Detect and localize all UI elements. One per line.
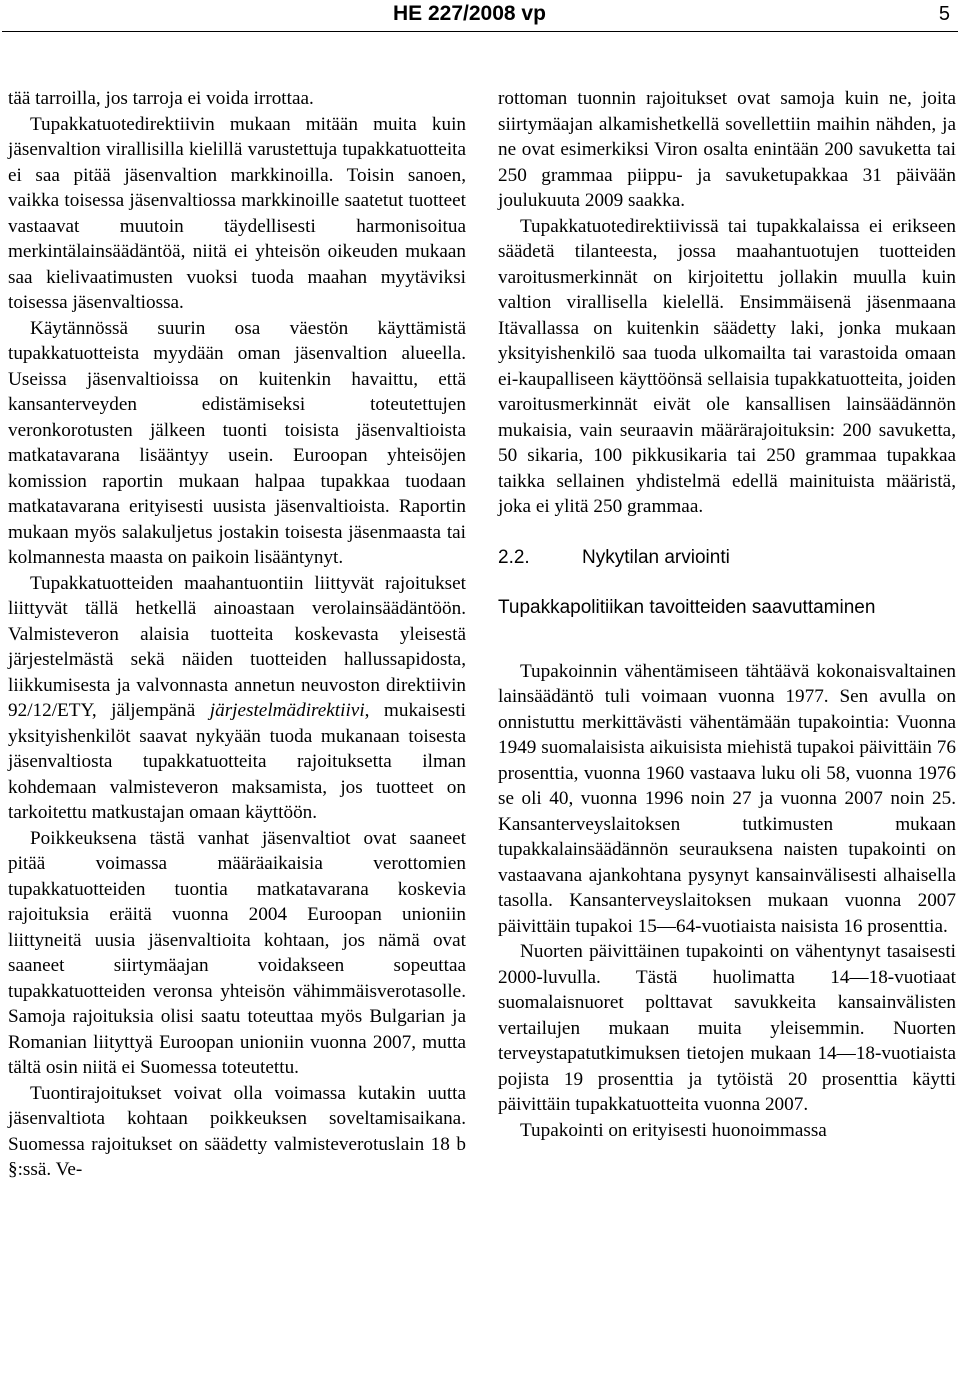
paragraph: Nuorten päivittäinen tupakointi on vähentynyt tasaisesti 2000-luvulla. Tästä huolimatta 14—18-vuotiaat suomalaisnuoret polttavat savukkeita kansainvälisten vertailujen mukaan muita yleisemmin. Nuorten terveystapatutkimuksen tietojen mukaan 14—18-vuotiaista pojista 19 prosenttia ja tytöistä 20 prosenttia käytti päivittäin tupakkatuotteita vuonna 2007. bbox=[498, 941, 956, 1115]
document-identifier: HE 227/2008 vp bbox=[393, 2, 546, 25]
paragraph: Tupakkatuotedirektiivissä tai tupakkalaissa ei erikseen säädetä tilanteesta, jossa maahantuotujen tuotteiden varoitusmerkinnät on kirjoitettu jollakin muulla kuin valtion virallisella kielellä. Ensimmäisenä jäsenmaana Itävallassa on kuitenkin säädetty laki, jonka mukaan yksityishenkilö saa tuoda ulkomailta tai varastoida omaan ei-kaupalliseen käyttöönsä sellaisia tupakkatuotteita, joiden varoitusmerkinnät eivät ole kansallisen lainsäädännön mukaisia, vain seuraavin määrärajoituksin: 200 savuketta, 50 sikaria, 100 pikkusikaria tai 250 grammaa tupakkaa taikka sellainen yhdistelmä edellä mainituista määristä, joka ei ylitä 250 grammaa. bbox=[498, 215, 956, 517]
right-column bbox=[498, 86, 956, 1143]
paragraph: Poikkeuksena tästä vanhat jäsenvaltiot ovat saaneet pitää voimassa määräaikaisia verottomien tupakkatuotteiden tuontia matkatavarana koskevia rajoituksia eräitä vuonna 2004 Euroopan unioniin liittyneitä uusia jäsenvaltioita kohtaan, jos nämä ovat saaneet siirtymäajan voidakseen sopeuttaa tupakkatuotteiden veronsa yhteisön vähimmäisverotasolle. Samoja rajoituksia olisi saatu toteuttaa myös Bulgarian ja Romanian liityttyä Euroopan unioniin vuonna 2007, mutta tältä osin niitä ei Suomessa toteutettu. bbox=[8, 827, 466, 1078]
page-header bbox=[0, 0, 960, 32]
emphasized-term: järjestelmädirektiivi bbox=[209, 700, 365, 721]
paragraph: Tupakkatuotedirektiivin mukaan mitään muita kuin jäsenvaltion virallisilla kielillä varustettuja tupakkatuotteita ei saa pitää jäsenvaltion markkinoilla. Toisin sanoen, vaikka toisessa jäsenvaltiossa markkinoille saatetut tuotteet vastaavat muutoin täydellisesti harmonisoitua merkintälainsäädäntöä, niitä ei yhteisön oikeuden mukaan saa kielivaatimusten vuoksi tuoda maahan myytäviksi toisessa jäsenvaltiossa. bbox=[8, 113, 466, 313]
header-rule bbox=[2, 31, 958, 32]
section-number: 2.2. bbox=[498, 546, 530, 568]
page-number: 5 bbox=[938, 3, 950, 25]
paragraph: rottoman tuonnin rajoitukset ovat samoja kuin ne, joita siirtymäajan alkamishetkellä sovellettiin maihin nähden, ja ne ovat esimerkiksi Viron osalta enintään 200 savuketta tai 250 grammaa piippu- ja savuketupakkaa 31 päivään joulukuuta 2009 saakka. bbox=[498, 88, 956, 211]
paragraph bbox=[8, 571, 466, 826]
section-title: Nykytilan arviointi bbox=[582, 546, 730, 568]
paragraph: Käytännössä suurin osa väestön käyttämistä tupakkatuotteista myydään oman jäsenvaltion alueella. Useissa jäsenvaltioissa on kuitenkin havaittu, että kansanterveyden edistämiseksi toteutettujen veronkorotusten jälkeen tuonti toisista jäsenvaltioista matkatavarana lisääntyy usein. Euroopan yhteisöjen komission raportin mukaan halpaa tupakkaa tuodaan matkatavarana erityisesti uusista jäsenvaltioista. Raportin mukaan myös salakuljetus jostakin toisesta jäsenmaasta tai kolmannesta maasta on paikoin lisääntynyt. bbox=[8, 317, 466, 568]
left-column bbox=[8, 86, 466, 1183]
paragraph-text: , mukaisesti yksityishenkilöt saavat nykyään tuoda mukanaan toisesta jäsenvaltiosta tupakkatuotteita rajoituksetta ilman kohdemaan valmisteveron maksamista, jos tuotteet on tarkoitettu matkustajan omaan käyttöön. bbox=[8, 700, 466, 823]
paragraph-text: Tupakkatuotteiden maahantuontiin liittyvät rajoitukset liittyvät tällä hetkellä ainoastaan verolainsäädäntöön. Valmisteveron alaisia tuotteita koskevasta yleisestä järjestelmästä sekä näiden tuotteiden hallussapidosta, liikkumisesta ja valvonnasta annetun neuvoston direktiivin 92/12/ETY, jäljempänä bbox=[8, 572, 466, 721]
subsection-heading: Tupakkapolitiikan tavoitteiden saavuttaminen bbox=[498, 597, 876, 618]
section-heading bbox=[498, 545, 956, 571]
paragraph: Tupakoinnin vähentämiseen tähtäävä kokonaisvaltainen lainsäädäntö tuli voimaan vuonna 1977. Sen avulla on onnistuttu merkittävästi vähentämään tupakointia: Vuonna 1949 suomalaisista aikuisista miehistä tupakoi päivittäin 76 prosenttia, vuonna 1960 vastaava luku oli 58, vuonna 1976 se oli 40, vuonna 1996 noin 27 ja vuonna 2007 noin 25. Kansanterveyslaitoksen tutkimusten mukaan tupakkalainsäädännön seurauksena naisten tupakointi on vastaavana ajankohtana pysynyt kansainvälisesti alhaisella tasolla. Kansanterveyslaitoksen mukaan vuonna 2007 päivittäin tupakoi 15—64-vuotiaista naisista 16 prosenttia. bbox=[498, 660, 956, 937]
paragraph: Tupakointi on erityisesti huonoimmassa bbox=[520, 1119, 827, 1141]
paragraph: Tuontirajoitukset voivat olla voimassa kutakin uutta jäsenvaltiota kohtaan poikkeuksen soveltamisaikana. Suomessa rajoitukset on säädetty valmisteverotuslain 18 b §:ssä. Ve- bbox=[8, 1082, 466, 1180]
paragraph: tää tarroilla, jos tarroja ei voida irrottaa. bbox=[8, 88, 314, 109]
